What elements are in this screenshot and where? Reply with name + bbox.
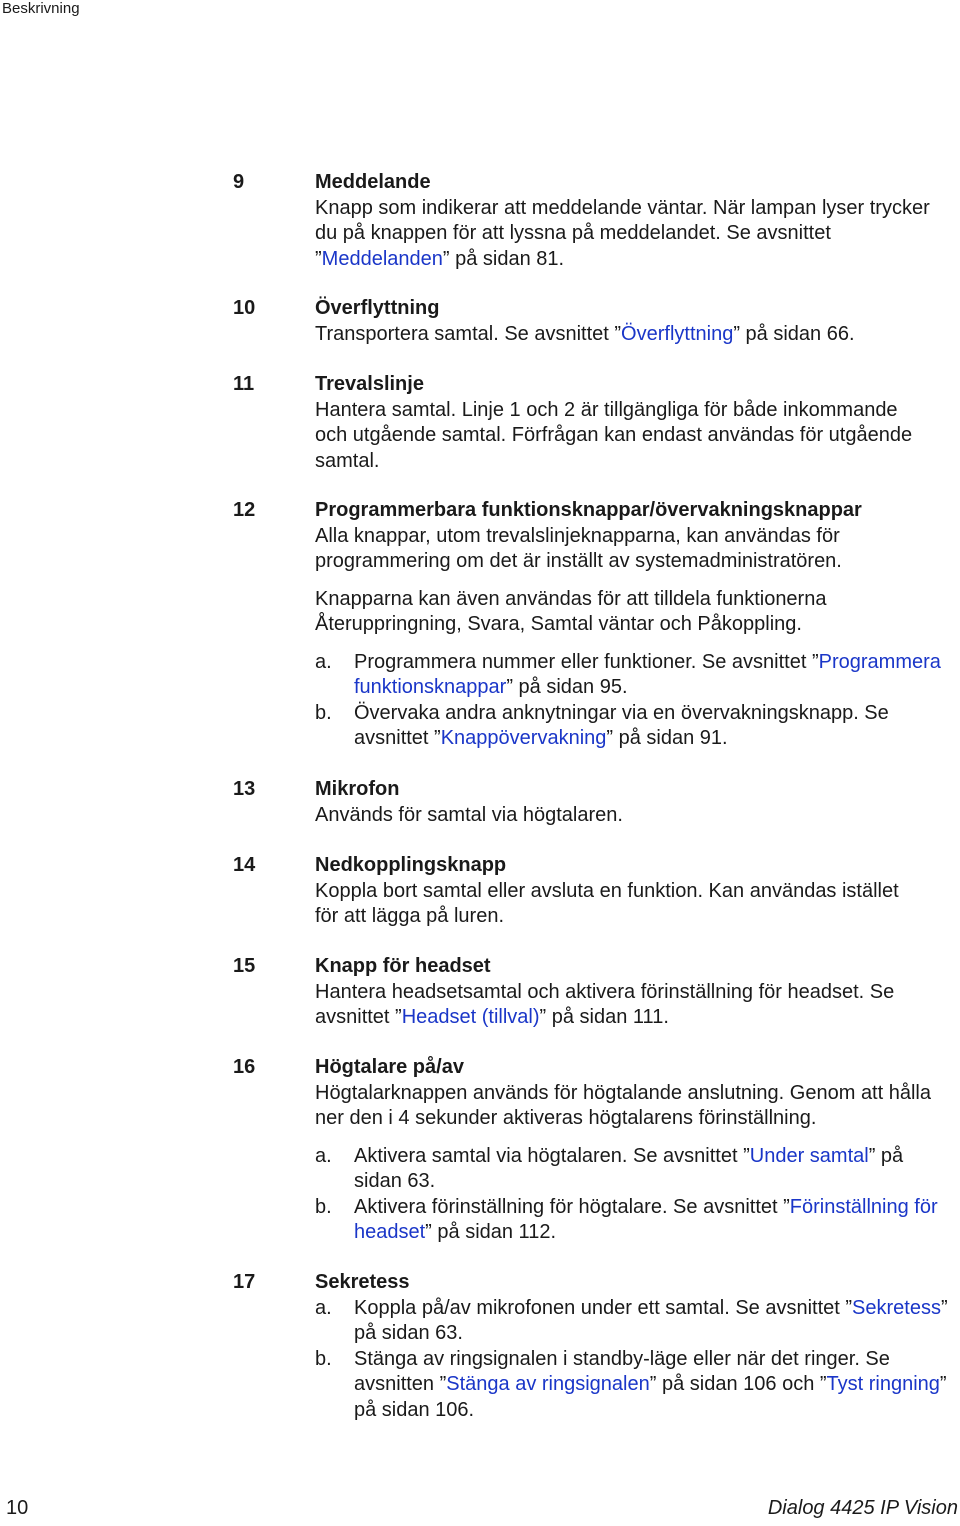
page-number: 10 — [6, 1497, 29, 1519]
section-header: Beskrivning — [2, 0, 80, 17]
item-text: Alla knappar, utom trevalslinjeknapparna, kan användas för programmering om det är inställt av systemadministratören. — [315, 524, 842, 572]
list-item: b. Aktivera förinställning för högtalare. Se avsnittet ”Förinställning för headset” på sidan 112. — [315, 1195, 938, 1243]
item-title: Överflyttning — [315, 297, 440, 319]
list-item: b. Stänga av ringsignalen i standby-läge eller när det ringer. Se avsnitten ”Stänga av ringsignalen” på sidan 106 och ”Tyst ringning” på sidan 106. — [315, 1347, 947, 1421]
item-title: Trevalslinje — [315, 373, 424, 395]
item-number: 9 — [233, 171, 245, 193]
item-title: Meddelande — [315, 171, 431, 193]
link-sekretess[interactable]: Sekretess — [852, 1296, 941, 1319]
item-number: 17 — [233, 1271, 256, 1293]
item-number: 12 — [233, 499, 256, 521]
item-title: Programmerbara funktionsknappar/övervakningsknappar — [315, 499, 862, 521]
link-knappovervakning[interactable]: Knappövervakning — [440, 727, 607, 749]
link-tyst-ringning[interactable]: Tyst ringning — [826, 1373, 940, 1395]
list-item: a. Programmera nummer eller funktioner. Se avsnittet ”Programmera funktionsknappar” på sidan 95. — [315, 650, 941, 698]
item-title: Sekretess — [315, 1271, 410, 1293]
item-text: Knapparna kan även användas för att tilldela funktionerna Återuppringning, Svara, Samtal väntar och Påkoppling. — [315, 587, 827, 635]
document-title: Dialog 4425 IP Vision — [767, 1497, 958, 1519]
link-under-samtal[interactable]: Under samtal — [749, 1144, 869, 1167]
link-overflyttning[interactable]: Överflyttning — [621, 322, 734, 345]
item-title: Mikrofon — [315, 778, 400, 800]
list-item: a. Koppla på/av mikrofonen under ett samtal. Se avsnittet ”Sekretess” på sidan 63. — [315, 1296, 948, 1344]
item-title: Knapp för headset — [315, 955, 491, 977]
item-number: 16 — [233, 1056, 256, 1078]
item-text: Knapp som indikerar att meddelande väntar. När lampan lyser trycker du på knappen för att lyssna på meddelandet. Se avsnittet ”Meddelanden” på sidan 81. — [315, 196, 930, 270]
link-stanga-av-ringsignalen[interactable]: Stänga av ringsignalen — [446, 1373, 650, 1395]
item-text: Används för samtal via högtalaren. — [315, 803, 623, 826]
item-text: Högtalarknappen används för högtalande anslutning. Genom att hålla ner den i 4 sekunder aktiveras högtalarens förinställning. — [315, 1081, 931, 1129]
list-item: b. Övervaka andra anknytningar via en övervakningsknapp. Se avsnittet ”Knappövervakning” på sidan 91. — [315, 701, 889, 749]
item-number: 14 — [233, 854, 256, 876]
item-title: Nedkopplingsknapp — [315, 854, 507, 876]
link-headset-tillval[interactable]: Headset (tillval) — [401, 1006, 540, 1028]
item-number: 13 — [233, 778, 256, 800]
item-text: Koppla bort samtal eller avsluta en funktion. Kan användas istället för att lägga på luren. — [315, 879, 899, 927]
link-programmera-funktionsknappar[interactable]: Programmera funktionsknappar — [354, 650, 941, 698]
item-text: Hantera headsetsamtal och aktivera förinställning för headset. Se avsnittet ”Headset (tillval)” på sidan 111. — [315, 980, 895, 1028]
list-item: a. Aktivera samtal via högtalaren. Se avsnittet ”Under samtal” på sidan 63. — [315, 1144, 904, 1192]
link-forinstallning-for-headset[interactable]: Förinställning för headset — [354, 1195, 938, 1243]
item-number: 11 — [233, 373, 255, 395]
item-number: 10 — [233, 297, 256, 319]
item-number: 15 — [233, 955, 256, 977]
item-text: Hantera samtal. Linje 1 och 2 är tillgängliga för både inkommande och utgående samtal. Förfrågan kan endast användas för utgående samtal. — [315, 398, 913, 472]
item-title: Högtalare på/av — [315, 1056, 464, 1078]
link-meddelanden[interactable]: Meddelanden — [321, 247, 443, 270]
item-text: Transportera samtal. Se avsnittet ”Överflyttning” på sidan 66. — [315, 322, 855, 345]
